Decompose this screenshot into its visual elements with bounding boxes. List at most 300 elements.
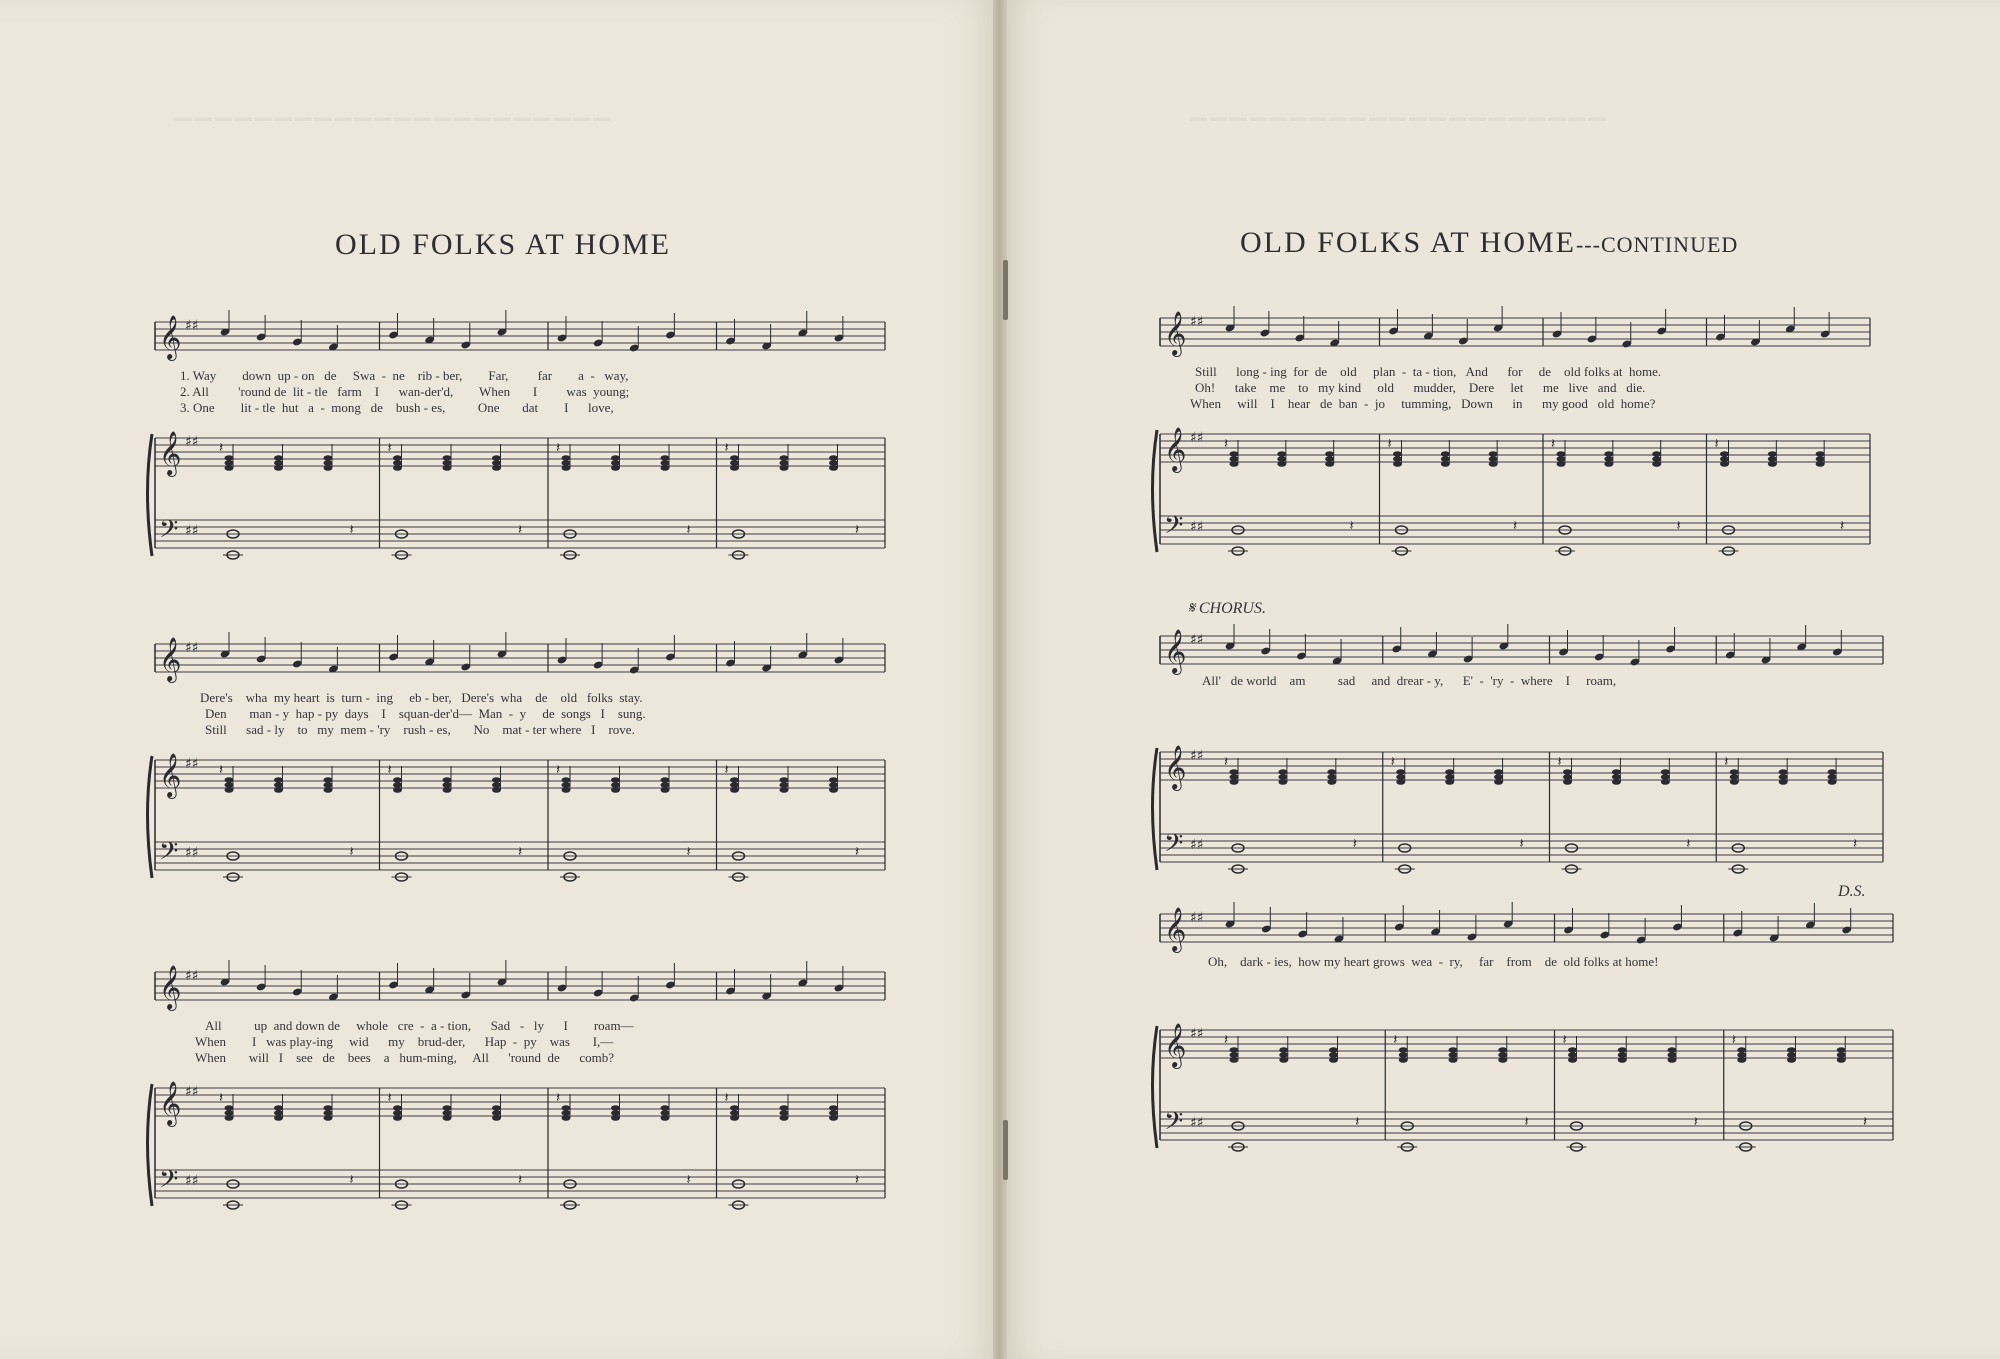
chord-note [324,465,333,471]
chord-note [1329,1047,1338,1053]
bleed-through-text: ▔▔▔▔▔▔▔▔▔▔▔▔▔▔▔▔▔▔▔▔▔ [1190,118,1609,143]
treble-staff [155,760,885,788]
chord-note [1730,769,1739,775]
chord-note [274,465,283,471]
chord-note [1278,774,1287,780]
rest: 𝄽 [1524,1114,1529,1130]
chord-note [1730,779,1739,785]
chord-note [562,1115,571,1121]
page-title: OLD FOLKS AT HOME [335,228,671,261]
chord-note [324,787,333,793]
chord-note [1441,461,1450,467]
chord-note [492,1110,501,1116]
chord-note [324,1110,333,1116]
chord-note [829,1110,838,1116]
chord-note [324,777,333,783]
chord-note [1278,769,1287,775]
key-signature: ♯♯ [185,1084,199,1100]
chord-note [1277,451,1286,457]
rest: 𝄽 [1557,754,1562,770]
chord-note [1230,1047,1239,1053]
music-system-3 [150,958,890,1238]
chord-note [730,777,739,783]
treble-clef: 𝄞 [159,315,182,359]
rest: 𝄽 [1562,1032,1567,1048]
chord-note [324,1115,333,1121]
chord-note [780,777,789,783]
chord-note [829,777,838,783]
bleed-through-text: ▔▔▔▔▔▔▔▔▔▔▔▔▔▔▔▔▔▔▔▔▔▔ [175,118,614,143]
rest: 𝄽 [724,762,729,778]
chord-note [324,1105,333,1111]
key-signature: ♯♯ [1190,1026,1204,1042]
chord-note [492,777,501,783]
chord-note [730,465,739,471]
chord-note [1568,1052,1577,1058]
bass-clef: 𝄢 [1164,1107,1184,1142]
chord-note [1230,1057,1239,1063]
treble-clef: 𝄞 [159,753,182,797]
chord-note [1449,1057,1458,1063]
chord-note [611,787,620,793]
treble-staff [1160,752,1883,780]
chord-note [1816,456,1825,462]
chord-note [1489,451,1498,457]
chord-note [1652,456,1661,462]
chord-note [562,455,571,461]
key-signature: ♯♯ [185,640,199,656]
chord-note [393,782,402,788]
chord-note [1278,779,1287,785]
chord-note [225,1110,234,1116]
chord-note [1445,774,1454,780]
chord-note [1445,769,1454,775]
chord-note [1498,1057,1507,1063]
chord-note [780,787,789,793]
chord-note [1498,1052,1507,1058]
chord-note [1230,451,1239,457]
chord-note [225,1105,234,1111]
chord-note [661,460,670,466]
chord-note [492,787,501,793]
chord-note [1828,774,1837,780]
chord-note [730,455,739,461]
chord-note [1230,769,1239,775]
chord-note [562,787,571,793]
chord-note [1612,779,1621,785]
chord-note [661,1105,670,1111]
chord-note [1787,1057,1796,1063]
rest: 𝄽 [1387,436,1392,452]
rest: 𝄽 [387,1090,392,1106]
treble-staff [1160,1030,1893,1058]
chord-note [324,455,333,461]
chord-note [829,455,838,461]
chord-note [1768,456,1777,462]
key-signature: ♯♯ [1190,430,1204,446]
rest: 𝄽 [1676,518,1681,534]
chord-note [225,455,234,461]
chord-note [562,1105,571,1111]
chord-note [1230,456,1239,462]
rest: 𝄽 [387,762,392,778]
chord-note [1816,461,1825,467]
rest: 𝄽 [1840,518,1845,534]
chord-note [443,787,452,793]
staple [1003,260,1008,320]
chord-note [225,460,234,466]
chord-note [1325,456,1334,462]
rest: 𝄽 [556,762,561,778]
chord-note [393,1110,402,1116]
chord-note [1489,456,1498,462]
rest: 𝄽 [1355,1114,1360,1130]
chord-note [1230,1052,1239,1058]
chord-note [1563,769,1572,775]
chord-note [1568,1057,1577,1063]
chord-note [225,1115,234,1121]
chord-note [443,777,452,783]
rest: 𝄽 [1686,836,1691,852]
rest: 𝄽 [686,1172,691,1188]
key-signature: ♯♯ [1190,314,1204,330]
chord-note [393,787,402,793]
chord-note [393,465,402,471]
chord-note [274,460,283,466]
chord-note [1327,769,1336,775]
brace [1153,430,1158,552]
lyrics-line-1: All up and down de whole cre - a - tion, Sad - ly I roam— [205,1018,634,1033]
key-signature: ♯♯ [1190,519,1204,535]
key-signature: ♯♯ [185,968,199,984]
chord-note [1277,456,1286,462]
chord-note [611,1105,620,1111]
chord-note [1393,456,1402,462]
chord-note [562,465,571,471]
rest: 𝄽 [1390,754,1396,770]
chord-note [611,777,620,783]
rest: 𝄽 [1224,754,1229,770]
chord-note [1768,451,1777,457]
chord-note [1557,456,1566,462]
dal-segno-label: D.S. [1838,883,1866,900]
chord-note [324,782,333,788]
chord-note [661,787,670,793]
chord-note [1489,461,1498,467]
title-suffix: ---CONTINUED [1575,232,1739,257]
chord-note [661,465,670,471]
rest: 𝄽 [219,440,224,456]
chord-note [611,782,620,788]
chord-note [1279,1047,1288,1053]
chord-note [225,465,234,471]
rest: 𝄽 [686,522,691,538]
key-signature: ♯♯ [185,756,199,772]
chord-note [1329,1057,1338,1063]
chord-note [829,465,838,471]
chord-note [829,1115,838,1121]
chord-note [1568,1047,1577,1053]
chord-note [1557,451,1566,457]
lyrics-line-2: When I was play-ing wid my brud-der, Hap - py was I,— [195,1034,614,1049]
chord-note [829,782,838,788]
chord-note [492,782,501,788]
chord-note [1668,1057,1677,1063]
chord-note [730,782,739,788]
chord-note [1279,1057,1288,1063]
chord-note [1779,779,1788,785]
chord-note [562,782,571,788]
lyrics-line-3: Still sad - ly to my mem - 'ry rush - es, No mat - ter where I rove. [205,722,635,737]
chord-note [1445,779,1454,785]
chord-note [1652,461,1661,467]
rest: 𝄽 [518,522,523,538]
chord-note [562,777,571,783]
rest: 𝄽 [518,1172,523,1188]
treble-clef: 𝄞 [1164,1023,1187,1067]
rest: 𝄽 [855,1172,860,1188]
key-signature: ♯♯ [185,1173,199,1189]
rest: 𝄽 [556,1090,561,1106]
treble-clef: 𝄞 [1164,427,1187,471]
chord-note [443,1105,452,1111]
chord-note [1604,461,1613,467]
lyrics-line-2: Den man - y hap - py days I squan-der'd— Man - y de songs I sung. [205,706,646,721]
chord-note [829,460,838,466]
right-page [1000,0,2000,1359]
chord-note [443,460,452,466]
rest: 𝄽 [518,844,523,860]
chord-note [829,1105,838,1111]
chord-note [611,465,620,471]
lyrics-line-1: Dere's wha my heart is turn - ing eb - ber, Dere's wha de old folks stay. [200,690,643,705]
treble-clef: 𝄞 [1164,629,1187,673]
rest: 𝄽 [1519,836,1524,852]
chord-note [1612,769,1621,775]
rest: 𝄽 [219,762,224,778]
chord-note [1661,779,1670,785]
rest: 𝄽 [1731,1032,1737,1048]
bass-clef: 𝄢 [159,1165,179,1200]
treble-staff [155,438,885,466]
chord-note [829,787,838,793]
chord-note [780,465,789,471]
rest: 𝄽 [387,440,392,456]
chord-note [1737,1052,1746,1058]
chord-note [443,465,452,471]
treble-clef: 𝄞 [159,637,182,681]
key-signature: ♯♯ [1190,748,1204,764]
key-signature: ♯♯ [1190,632,1204,648]
chord-note [1768,461,1777,467]
chord-note [1329,1052,1338,1058]
chord-note [1837,1052,1846,1058]
treble-clef: 𝄞 [159,1081,182,1125]
rest: 𝄽 [349,522,354,538]
rest: 𝄽 [1224,436,1229,452]
chord-note [611,1110,620,1116]
chord-note [780,1115,789,1121]
rest: 𝄽 [1693,1114,1699,1130]
brace [148,1084,153,1206]
chord-note [443,1115,452,1121]
chord-note [1563,774,1572,780]
chord-note [1652,451,1661,457]
key-signature: ♯♯ [185,845,199,861]
bass-clef: 𝄢 [1164,511,1184,546]
chord-note [1327,774,1336,780]
treble-clef: 𝄞 [159,431,182,475]
chord-note [1230,779,1239,785]
chord-note [730,1105,739,1111]
music-system-3 [1155,900,1895,1170]
chord-note [562,1110,571,1116]
chord-note [1737,1057,1746,1063]
chord-note [1277,461,1286,467]
chord-note [661,1115,670,1121]
music-system-1 [1155,304,1875,574]
music-system-2 [150,630,890,910]
chord-note [1498,1047,1507,1053]
rest: 𝄽 [1863,1114,1868,1130]
chord-note [1563,779,1572,785]
rest: 𝄽 [686,844,691,860]
chord-note [492,1105,501,1111]
chord-note [1325,461,1334,467]
chord-note [1668,1047,1677,1053]
chord-note [1779,769,1788,775]
key-signature: ♯♯ [185,318,199,334]
chord-note [730,1110,739,1116]
staple [1003,1120,1008,1180]
key-signature: ♯♯ [185,523,199,539]
lyrics-line-3: When will I see de bees a hum-ming, All 'round de comb? [195,1050,614,1065]
rest: 𝄽 [724,1090,729,1106]
chord-note [393,460,402,466]
chord-note [1327,779,1336,785]
chord-note [1393,461,1402,467]
chord-note [393,1105,402,1111]
chord-note [274,782,283,788]
chord-note [1393,451,1402,457]
chord-note [1399,1052,1408,1058]
chord-note [492,465,501,471]
chord-note [1618,1047,1627,1053]
chord-note [443,1110,452,1116]
chord-note [780,1105,789,1111]
chord-note [661,1110,670,1116]
chord-note [1720,451,1729,457]
chord-note [1787,1052,1796,1058]
chord-note [661,777,670,783]
treble-staff [1160,434,1870,462]
bass-clef: 𝄢 [159,515,179,550]
chord-note [1230,774,1239,780]
chord-note [1396,774,1405,780]
chord-note [225,777,234,783]
key-signature: ♯♯ [1190,1115,1204,1131]
chord-note [225,782,234,788]
rest: 𝄽 [349,844,354,860]
rest: 𝄽 [1714,436,1719,452]
key-signature: ♯♯ [1190,910,1204,926]
chord-note [730,787,739,793]
treble-clef: 𝄞 [159,965,182,1009]
chord-note [1661,769,1670,775]
lyrics-line-1: 1. Way down up - on de Swa - ne rib - ber, Far, far a - way, [180,368,629,383]
lyrics-line-2: 2. All 'round de lit - tle farm I wan-der'd, When I was young; [180,384,630,399]
key-signature: ♯♯ [185,434,199,450]
chord-note [1494,774,1503,780]
rest: 𝄽 [1551,436,1556,452]
lyrics-line-1: All' de world am sad and drear - y, E' - 'ry - where I roam, [1202,673,1617,688]
chord-note [611,455,620,461]
rest: 𝄽 [219,1090,224,1106]
chord-note [562,460,571,466]
lyrics-line-3: When will I hear de ban - jo tumming, Down in my good old home? [1190,396,1656,411]
bass-clef: 𝄢 [1164,829,1184,864]
chord-note [1730,774,1739,780]
brace [148,434,153,556]
chord-note [1787,1047,1796,1053]
chord-note [1396,769,1405,775]
chord-note [1449,1047,1458,1053]
chord-note [492,460,501,466]
chord-note [611,1115,620,1121]
chorus-label: 𝄋 CHORUS. [1188,600,1266,617]
chord-note [1668,1052,1677,1058]
bass-clef: 𝄢 [159,837,179,872]
chord-note [1828,769,1837,775]
chord-note [780,455,789,461]
rest: 𝄽 [724,440,729,456]
chord-note [1441,456,1450,462]
rest: 𝄽 [1349,518,1354,534]
chord-note [1837,1057,1846,1063]
rest: 𝄽 [1853,836,1858,852]
chord-note [780,460,789,466]
rest: 𝄽 [556,440,561,456]
chord-note [225,787,234,793]
treble-clef: 𝄞 [1164,311,1187,355]
rest: 𝄽 [855,844,860,860]
chord-note [661,782,670,788]
chord-note [1494,769,1503,775]
chord-note [1279,1052,1288,1058]
rest: 𝄽 [1724,754,1729,770]
chord-note [1779,774,1788,780]
chord-note [1441,451,1450,457]
page-title [1240,226,1738,260]
lyrics-line-1: Oh, dark - ies, how my heart grows wea - ry, far from de old folks at home! [1208,954,1659,969]
chord-note [274,777,283,783]
chord-note [1604,451,1613,457]
chord-note [393,777,402,783]
chord-note [1325,451,1334,457]
rest: 𝄽 [349,1172,354,1188]
lyrics-line-1: Still long - ing for de old plan - ta - tion, And for de old folks at home. [1195,364,1662,379]
chord-note [1557,461,1566,467]
chord-note [1837,1047,1846,1053]
chord-note [1399,1047,1408,1053]
chord-note [611,460,620,466]
chord-note [274,787,283,793]
chord-note [730,460,739,466]
chord-note [1737,1047,1746,1053]
rest: 𝄽 [1513,518,1518,534]
chord-note [730,1115,739,1121]
music-system-2 [1155,622,1875,892]
